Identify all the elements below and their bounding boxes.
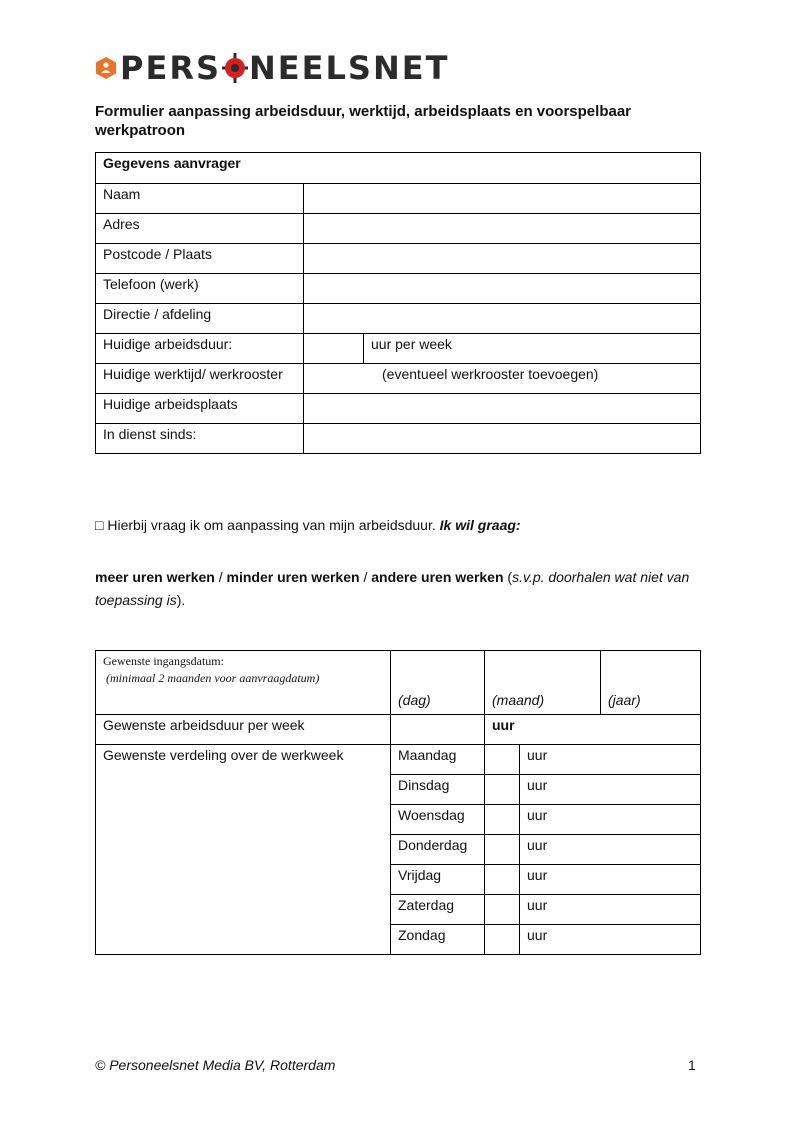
employed-since-label: In dienst sinds: (96, 424, 304, 454)
start-date-label: Gewenste ingangsdatum: (103, 654, 224, 668)
distribution-label: Gewenste verdeling over de werkweek (96, 745, 391, 955)
start-date-note: (minimaal 2 maanden voor aanvraagdatum) (106, 671, 320, 685)
day-name: Donderdag (391, 835, 485, 865)
year-label: (jaar) (608, 692, 641, 708)
target-icon (222, 53, 248, 83)
day-label: (dag) (398, 692, 431, 708)
month-field[interactable] (485, 651, 601, 715)
day-hours-field[interactable] (485, 835, 520, 865)
option-more-hours[interactable]: meer uren werken (95, 569, 215, 585)
day-unit: uur (520, 925, 701, 955)
request-text: Hierbij vraag ik om aanpassing van mijn arbeidsduur. (107, 517, 436, 533)
day-name: Zondag (391, 925, 485, 955)
options-paragraph: meer uren werken / minder uren werken / andere uren werken (s.v.p. doorhalen wat niet van toepassing is). (95, 569, 690, 608)
logo-wordmark (120, 50, 449, 86)
name-label: Naam (96, 184, 304, 214)
phone-field[interactable] (304, 274, 701, 304)
start-date-label-cell (96, 651, 391, 715)
address-field[interactable] (304, 214, 701, 244)
logo-text-ers: ERS (145, 49, 221, 87)
option-separator: / (363, 569, 368, 585)
schedule-note[interactable]: (eventueel werkrooster toevoegen) (304, 364, 701, 394)
day-hours-field[interactable] (485, 865, 520, 895)
postcode-field[interactable] (304, 244, 701, 274)
phone-label: Telefoon (werk) (96, 274, 304, 304)
workplace-field[interactable] (304, 394, 701, 424)
day-hours-field[interactable] (485, 745, 520, 775)
logo-text-neelsnet: NEELSNET (249, 49, 450, 87)
department-field[interactable] (304, 304, 701, 334)
day-hours-field[interactable] (485, 775, 520, 805)
day-name: Woensdag (391, 805, 485, 835)
day-field[interactable] (391, 651, 485, 715)
name-field[interactable] (304, 184, 701, 214)
day-hours-field[interactable] (485, 805, 520, 835)
request-emphasis: Ik wil graag: (439, 517, 521, 533)
checkbox-icon[interactable]: □ (95, 517, 104, 533)
postcode-label: Postcode / Plaats (96, 244, 304, 274)
current-workplace-label: Huidige arbeidsplaats (96, 394, 304, 424)
day-hours-field[interactable] (485, 895, 520, 925)
desired-hours-label: Gewenste arbeidsduur per week (96, 715, 391, 745)
hexagon-badge-icon (95, 56, 117, 80)
form-title: Formulier aanpassing arbeidsduur, werktijd, arbeidsplaats en voorspelbaar werkpatroon (95, 103, 632, 139)
desired-hours-field[interactable] (391, 715, 485, 745)
option-fewer-hours[interactable]: minder uren werken (226, 569, 360, 585)
day-name: Dinsdag (391, 775, 485, 805)
footer-copyright: © Personeelsnet Media BV, Rotterdam (95, 1057, 336, 1073)
employed-since-field[interactable] (304, 424, 701, 454)
applicant-header: Gegevens aanvrager (96, 153, 701, 184)
logo-text-p: P (120, 49, 146, 87)
day-name: Zaterdag (391, 895, 485, 925)
day-unit: uur (520, 865, 701, 895)
day-unit: uur (520, 805, 701, 835)
day-hours-field[interactable] (485, 925, 520, 955)
personeelsnet-logo (95, 50, 449, 86)
applicant-table (95, 152, 701, 454)
day-unit: uur (520, 835, 701, 865)
current-schedule-label: Huidige werktijd/ werkrooster (96, 364, 304, 394)
option-separator: / (218, 569, 223, 585)
option-other-hours[interactable]: andere uren werken (371, 569, 504, 585)
desired-table (95, 650, 701, 955)
hours-unit: uur per week (364, 334, 701, 364)
page-number: 1 (688, 1057, 696, 1073)
day-unit: uur (520, 895, 701, 925)
strike-note: s.v.p. doorhalen wat niet van toepassing is (95, 569, 690, 608)
day-name: Vrijdag (391, 865, 485, 895)
department-label: Directie / afdeling (96, 304, 304, 334)
day-unit: uur (520, 775, 701, 805)
request-line (95, 517, 521, 533)
month-label: (maand) (492, 692, 545, 708)
day-unit: uur (520, 745, 701, 775)
current-hours-field[interactable] (304, 334, 364, 364)
year-field[interactable] (601, 651, 701, 715)
current-hours-label: Huidige arbeidsduur: (96, 334, 304, 364)
day-name: Maandag (391, 745, 485, 775)
desired-hours-unit: uur (485, 715, 701, 745)
address-label: Adres (96, 214, 304, 244)
